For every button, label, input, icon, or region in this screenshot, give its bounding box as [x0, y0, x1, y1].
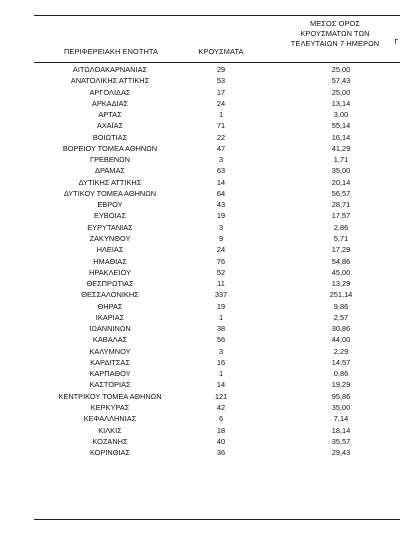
region-cell: ΓΡΕΒΕΝΩΝ	[90, 155, 130, 165]
avg-cell: 28,71	[331, 200, 351, 210]
table-row	[34, 165, 400, 176]
region-cell: ΑΡΓΟΛΙΔΑΣ	[89, 87, 131, 97]
table-row	[34, 244, 400, 255]
table-row	[34, 402, 400, 413]
avg-cell: 14,57	[331, 357, 351, 367]
table-row	[34, 289, 400, 300]
region-cell: ΖΑΚΥΝΘΟΥ	[89, 233, 131, 243]
region-cell: ΔΡΑΜΑΣ	[95, 166, 125, 176]
header-avg	[286, 19, 384, 49]
avg-cell: 25,00	[331, 65, 351, 74]
cases-cell: 337	[214, 290, 228, 300]
table-row	[34, 177, 400, 188]
region-cell: ΚΕΝΤΡΙΚΟΥ ΤΟΜΕΑ ΑΘΗΝΩΝ	[58, 391, 162, 401]
cases-cell: 71	[216, 121, 226, 131]
table-row	[34, 301, 400, 312]
table-row	[34, 425, 400, 436]
header-region: ΠΕΡΙΦΕΡΕΙΑΚΗ ΕΝΟΤΗΤΑ	[64, 47, 158, 56]
avg-cell: 54,86	[331, 256, 351, 266]
cases-cell: 76	[216, 256, 226, 266]
table-row	[34, 154, 400, 165]
table-row	[34, 312, 400, 323]
cases-cell: 47	[216, 143, 226, 153]
region-cell: ΕΥΒΟΙΑΣ	[93, 211, 127, 221]
cases-cell: 64	[216, 188, 226, 198]
cases-cell: 1	[218, 312, 224, 322]
cases-cell: 52	[216, 267, 226, 277]
table-row	[34, 222, 400, 233]
table-row	[34, 210, 400, 221]
avg-cell: 30,86	[331, 324, 351, 334]
cases-cell: 3	[218, 346, 224, 356]
avg-cell: 16,14	[331, 132, 351, 142]
region-cell: ΑΝΑΤΟΛΙΚΗΣ ΑΤΤΙΚΗΣ	[70, 76, 150, 86]
table-row	[34, 379, 400, 390]
avg-cell: 41,29	[331, 143, 351, 153]
avg-cell: 29,43	[331, 448, 351, 458]
avg-cell: 20,14	[331, 177, 351, 187]
avg-cell: 13,29	[331, 279, 351, 289]
avg-cell: 2,86	[333, 222, 349, 232]
avg-cell: 57,43	[331, 76, 351, 86]
table-row	[34, 256, 400, 267]
cases-cell: 14	[216, 177, 226, 187]
cases-cell: 6	[218, 414, 224, 424]
avg-cell: 18,14	[331, 425, 351, 435]
table-row	[34, 109, 400, 120]
table-row	[34, 199, 400, 210]
table-row	[34, 346, 400, 357]
cases-cell: 9	[218, 233, 224, 243]
cases-cell: 38	[216, 324, 226, 334]
cases-cell: 53	[216, 76, 226, 86]
table-row	[34, 87, 400, 98]
region-cell: ΙΩΑΝΝΙΝΩΝ	[89, 324, 131, 334]
region-cell: ΕΥΡΥΤΑΝΙΑΣ	[87, 222, 133, 232]
avg-cell: 13,14	[331, 98, 351, 108]
region-cell: ΚΑΒΑΛΑΣ	[92, 335, 128, 345]
region-cell: ΑΙΤΩΛΟΑΚΑΡΝΑΝΙΑΣ	[72, 65, 148, 74]
region-cell: ΑΡΤΑΣ	[98, 110, 122, 120]
cases-cell: 40	[216, 436, 226, 446]
region-cell: ΒΟΡΕΙΟΥ ΤΟΜΕΑ ΑΘΗΝΩΝ	[62, 143, 158, 153]
region-cell: ΔΥΤΙΚΟΥ ΤΟΜΕΑ ΑΘΗΝΩΝ	[63, 188, 157, 198]
region-cell: ΚΑΛΥΜΝΟΥ	[89, 346, 131, 356]
region-cell: ΔΥΤΙΚΗΣ ΑΤΤΙΚΗΣ	[78, 177, 142, 187]
table-row	[34, 75, 400, 86]
cases-cell: 17	[216, 87, 226, 97]
table-row	[34, 391, 400, 402]
region-cell: ΗΜΑΘΙΑΣ	[93, 256, 127, 266]
cases-cell: 18	[216, 425, 226, 435]
avg-cell: 56,57	[331, 188, 351, 198]
cases-cell: 14	[216, 380, 226, 390]
table-row	[34, 357, 400, 368]
cases-cell: 56	[216, 335, 226, 345]
avg-cell: 19,29	[331, 380, 351, 390]
region-cell: ΘΕΣΣΑΛΟΝΙΚΗΣ	[81, 290, 139, 300]
avg-cell: 17,29	[331, 245, 351, 255]
header-rule	[34, 62, 400, 63]
cases-cell: 3	[218, 222, 224, 232]
region-cell: ΚΟΖΑΝΗΣ	[92, 436, 128, 446]
table-row	[34, 267, 400, 278]
region-cell: ΚΟΡΙΝΘΙΑΣ	[89, 448, 131, 458]
avg-cell: 35,57	[331, 436, 351, 446]
table-row	[34, 368, 400, 379]
header-avg-line-2: ΚΡΟΥΣΜΑΤΩΝ ΤΩΝ	[300, 29, 370, 38]
region-cell: ΚΕΦΑΛΛΗΝΙΑΣ	[83, 414, 137, 424]
cases-cell: 36	[216, 448, 226, 458]
avg-cell: 25,00	[331, 87, 351, 97]
cases-cell: 16	[216, 357, 226, 367]
cases-cell: 29	[216, 65, 226, 74]
avg-cell: 3,00	[333, 110, 349, 120]
cases-cell: 19	[216, 301, 226, 311]
region-cell: ΕΒΡΟΥ	[97, 200, 123, 210]
table-row	[34, 278, 400, 289]
cases-cell: 121	[214, 391, 228, 401]
region-cell: ΗΛΕΙΑΣ	[96, 245, 124, 255]
table-row	[34, 334, 400, 345]
avg-cell: 35,00	[331, 402, 351, 412]
header-avg-line-1: ΜΕΣΟΣ ΟΡΟΣ	[309, 19, 361, 28]
region-cell: ΙΚΑΡΙΑΣ	[95, 312, 125, 322]
cases-cell: 3	[218, 155, 224, 165]
table-row	[34, 413, 400, 424]
cases-cell: 11	[217, 279, 225, 289]
avg-cell: 1,71	[333, 155, 349, 165]
table-row	[34, 120, 400, 131]
region-cell: ΚΑΡΔΙΤΣΑΣ	[90, 357, 130, 367]
table-row	[34, 143, 400, 154]
region-cell: ΚΙΛΚΙΣ	[98, 425, 122, 435]
top-rule	[34, 15, 400, 16]
cases-cell: 24	[216, 98, 226, 108]
region-cell: ΑΡΚΑΔΙΑΣ	[91, 98, 129, 108]
table-row	[34, 98, 400, 109]
cases-cell: 1	[218, 369, 224, 379]
table-row	[34, 132, 400, 143]
avg-cell: 55,14	[331, 121, 351, 131]
header-avg-line-3: ΤΕΛΕΥΤΑΙΩΝ 7 ΗΜΕΡΩΝ	[290, 39, 380, 48]
region-cell: ΚΑΡΠΑΘΟΥ	[89, 369, 131, 379]
header-cut-off: Γ	[394, 37, 399, 46]
avg-cell: 2,57	[333, 312, 349, 322]
region-cell: ΚΑΣΤΟΡΙΑΣ	[89, 380, 131, 390]
region-cell: ΘΗΡΑΣ	[97, 301, 123, 311]
table-row	[34, 436, 400, 447]
table-body	[34, 64, 400, 458]
cases-cell: 1	[218, 110, 224, 120]
cases-cell: 43	[216, 200, 226, 210]
bottom-rule	[34, 519, 400, 520]
cases-cell: 22	[216, 132, 226, 142]
cases-cell: 42	[216, 402, 226, 412]
avg-cell: 9,86	[333, 301, 349, 311]
table-row	[34, 323, 400, 334]
table-row	[34, 447, 400, 458]
region-cell: ΘΕΣΠΡΩΤΙΑΣ	[86, 279, 134, 289]
avg-cell: 45,00	[331, 267, 351, 277]
avg-cell: 7,14	[333, 414, 349, 424]
avg-cell: 2,29	[333, 346, 349, 356]
cases-cell: 24	[216, 245, 226, 255]
avg-cell: 44,00	[331, 335, 351, 345]
avg-cell: 35,00	[331, 166, 351, 176]
cases-cell: 63	[216, 166, 226, 176]
table-row	[34, 233, 400, 244]
avg-cell: 17,57	[331, 211, 351, 221]
table-row	[34, 64, 400, 75]
avg-cell: 5,71	[333, 233, 349, 243]
table-row	[34, 188, 400, 199]
avg-cell: 0,86	[333, 369, 349, 379]
avg-cell: 251,14	[329, 290, 353, 300]
region-cell: ΚΕΡΚΥΡΑΣ	[90, 402, 130, 412]
region-cell: ΒΟΙΩΤΙΑΣ	[92, 132, 128, 142]
avg-cell: 95,86	[331, 391, 351, 401]
region-cell: ΑΧΑΪΑΣ	[96, 121, 124, 131]
header-cases: ΚΡΟΥΣΜΑΤΑ	[198, 47, 244, 56]
region-cell: ΗΡΑΚΛΕΙΟΥ	[89, 267, 131, 277]
cases-cell: 19	[216, 211, 226, 221]
